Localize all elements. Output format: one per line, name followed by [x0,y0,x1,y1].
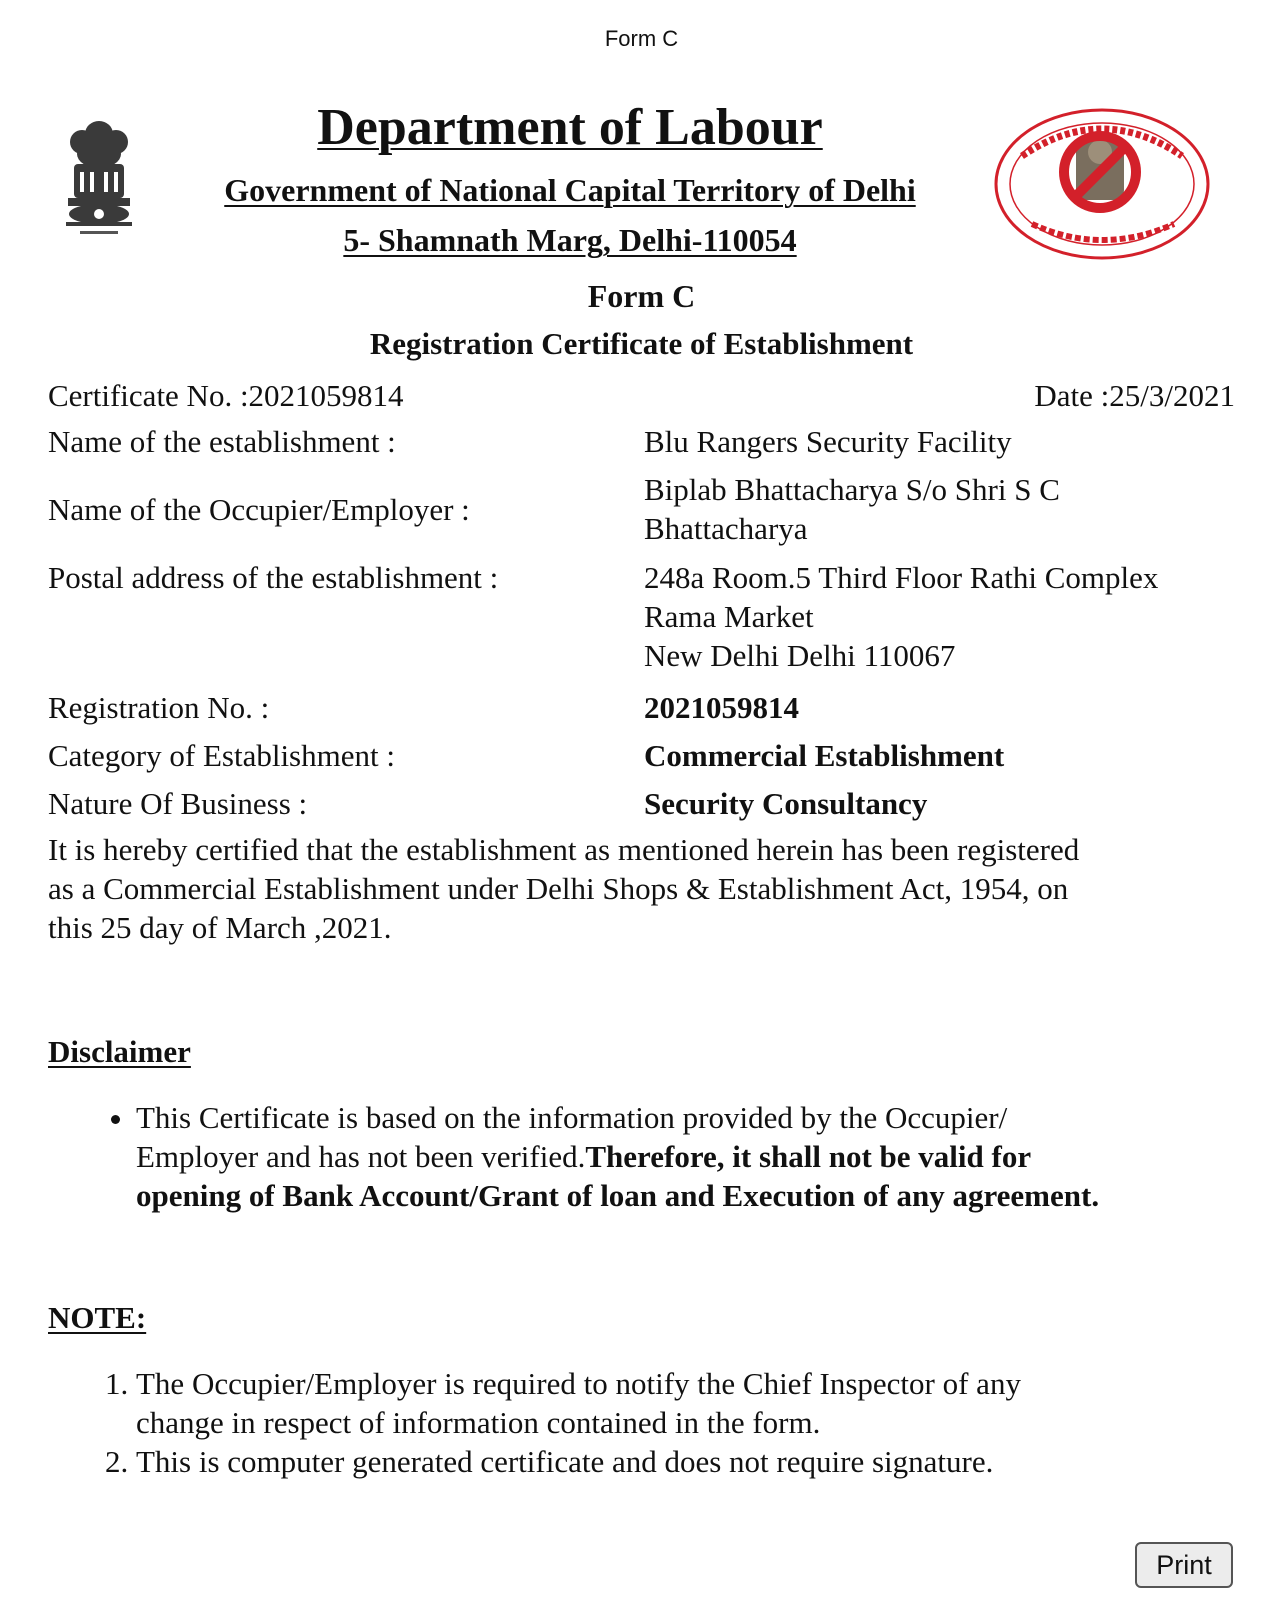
disclaimer-list [48,1098,1283,1215]
category-value: Commercial Establishment [644,738,1005,773]
note-text: The Occupier/Employer is required to notify the Chief Inspector of any [136,1366,1021,1401]
department-address: 5- Shamnath Marg, Delhi-110054 [343,222,797,258]
disclaimer-bold-text: opening of Bank Account/Grant of loan and Execution of any agreement. [136,1178,1100,1213]
certification-line: this 25 day of March ,2021. [48,910,392,945]
occupier-value-line: Bhattacharya [644,511,808,546]
government-title: Government of National Capital Territory of Delhi [224,172,916,208]
disclaimer-bold-text: Therefore, it shall not be valid for [585,1139,1032,1174]
establishment-value: Blu Rangers Security Facility [644,424,1012,459]
certificate-title: Registration Certificate of Establishment [369,326,914,361]
note-item [136,1442,1283,1481]
establishment-label: Name of the establishment : [48,424,396,459]
note-heading: NOTE: [48,1300,147,1335]
postal-address-value [644,558,1244,675]
nature-of-business-value: Security Consultancy [644,786,928,821]
certificate-number: Certificate No. :2021059814 [48,378,404,413]
print-button[interactable]: Print [1135,1542,1233,1588]
note-text: change in respect of information contained in the form. [136,1405,821,1440]
top-form-label: Form C [604,26,679,51]
occupier-value [644,470,1244,548]
registration-label: Registration No. : [48,690,270,725]
category-label: Category of Establishment : [48,738,395,773]
postal-address-line: 248a Room.5 Third Floor Rathi Complex [644,560,1159,595]
note-list [48,1364,1283,1481]
nature-of-business-label: Nature Of Business : [48,786,308,821]
postal-address-label: Postal address of the establishment : [48,560,499,595]
note-text: This is computer generated certificate and does not require signature. [136,1444,994,1479]
certification-paragraph [48,830,1248,947]
disclaimer-text: This Certificate is based on the information provided by the Occupier/ [136,1100,1008,1135]
disclaimer-text: Employer and has not been verified. [136,1139,586,1174]
disclaimer-item [136,1098,1283,1215]
occupier-value-line: Biplab Bhattacharya S/o Shri S C [644,472,1060,507]
disclaimer-heading: Disclaimer [48,1034,191,1069]
postal-address-line: Rama Market [644,599,814,634]
certification-line: as a Commercial Establishment under Delhi Shops & Establishment Act, 1954, on [48,871,1069,906]
note-item [136,1364,1283,1442]
department-title: Department of Labour [317,99,823,156]
form-title: Form C [587,278,696,314]
certificate-date: Date :25/3/2021 [1034,378,1235,413]
occupier-label: Name of the Occupier/Employer : [48,492,470,527]
registration-value: 2021059814 [644,690,799,725]
postal-address-line: New Delhi Delhi 110067 [644,638,956,673]
certification-line: It is hereby certified that the establishment as mentioned herein has been registered [48,832,1080,867]
